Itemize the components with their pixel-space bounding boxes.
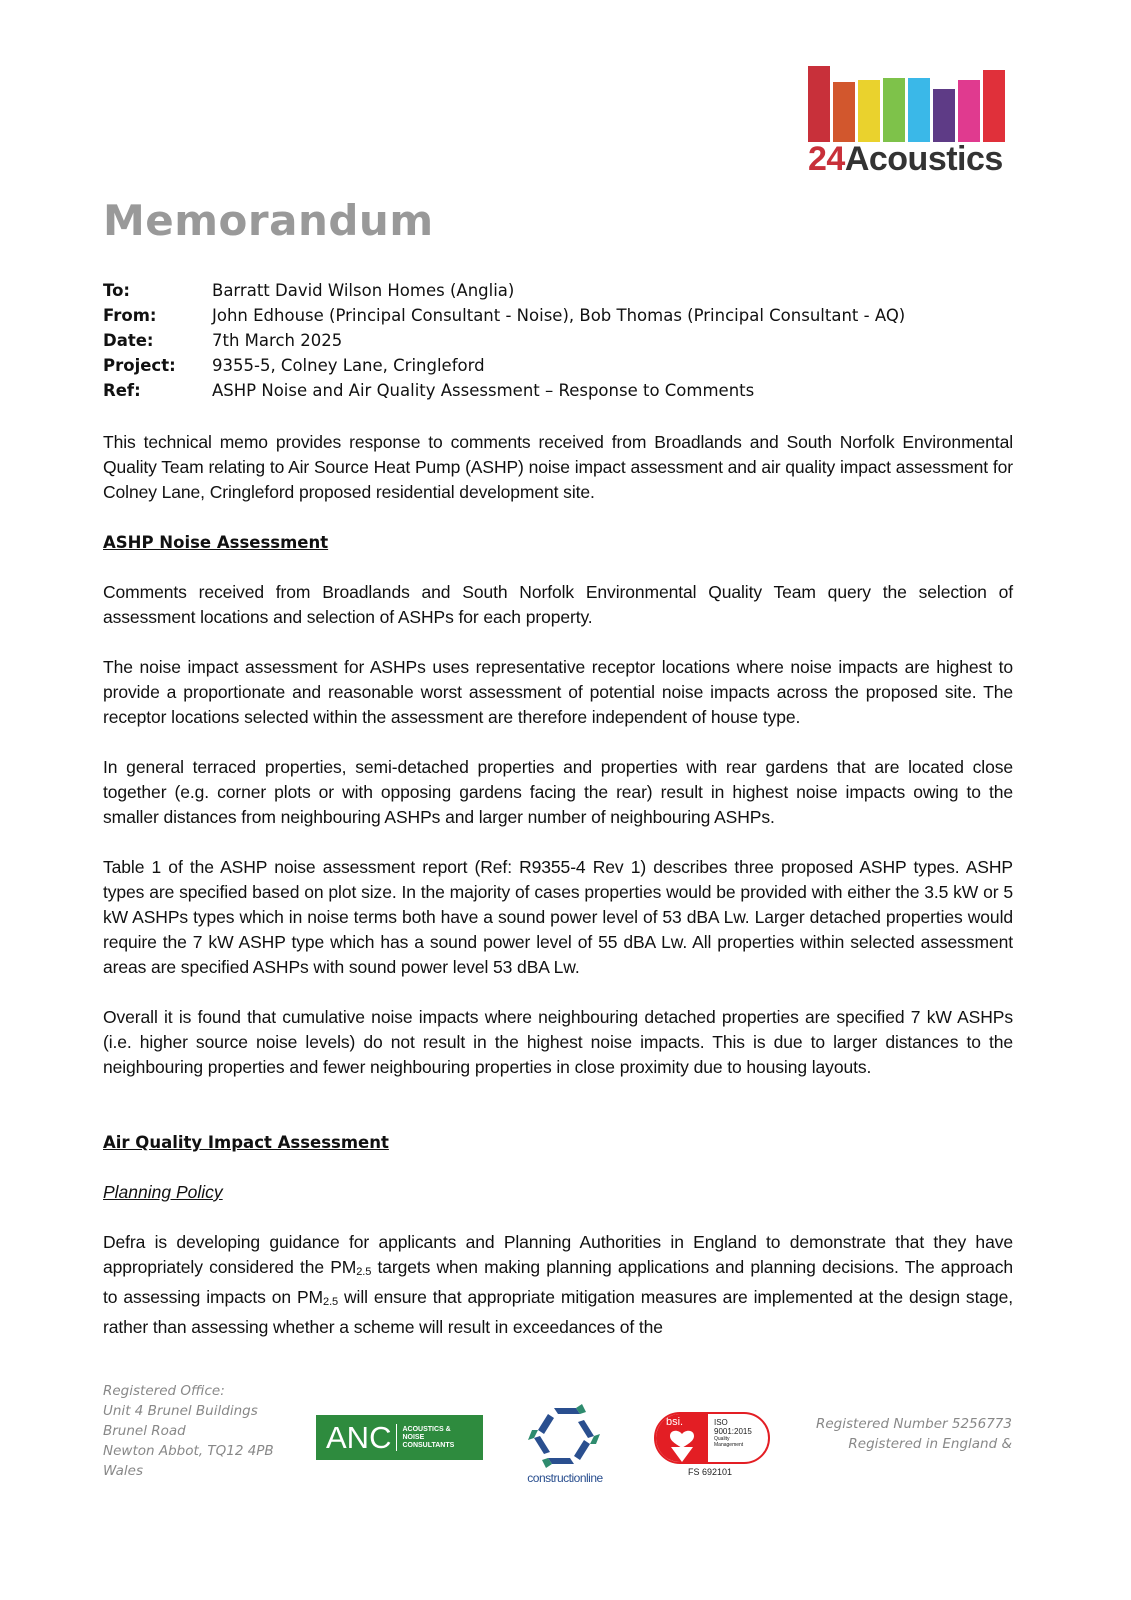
header-row-ref: Ref: ASHP Noise and Air Quality Assessment – Response to Comments <box>103 381 755 400</box>
logo-bar <box>808 66 830 142</box>
logo-wordmark: 24Acoustics <box>808 140 1003 178</box>
header-row-date: Date: 7th March 2025 <box>103 331 343 350</box>
logo-bar <box>908 78 930 142</box>
section-heading-noise: ASHP Noise Assessment <box>103 533 329 552</box>
registration-info: Registered Number 5256773 Registered in England & <box>815 1416 1012 1452</box>
logo-bar <box>833 82 855 142</box>
header-row-from: From: John Edhouse (Principal Consultant - Noise), Bob Thomas (Principal Consultant - AQ) <box>103 306 906 325</box>
memo-body <box>103 430 1013 1340</box>
logo-bar <box>858 80 880 142</box>
company-logo <box>808 66 1008 182</box>
logo-bar <box>883 78 905 142</box>
logo-bars <box>808 66 1008 142</box>
section-heading-air-quality: Air Quality Impact Assessment <box>103 1133 389 1152</box>
noise-paragraph: Comments received from Broadlands and South Norfolk Environmental Quality Team query the selection of assessment locations and selection of ASHPs for each property. <box>103 582 1013 627</box>
header-row-project: Project: 9355-5, Colney Lane, Cringleford <box>103 356 485 375</box>
page-title: Memorandum <box>103 196 434 245</box>
noise-paragraph: The noise impact assessment for ASHPs uses representative receptor locations where noise impacts are highest to provide a proportionate and reasonable worst assessment of potential noise impacts across the proposed site. The receptor locations selected within the assessment are therefore independent of house type. <box>103 657 1013 727</box>
registered-office: Registered Office: Unit 4 Brunel Buildings Brunel Road Newton Abbot, TQ12 4PB Wales <box>103 1383 274 1479</box>
noise-paragraph: Table 1 of the ASHP noise assessment report (Ref: R9355-4 Rev 1) describes three proposed ASHP types. ASHP types are specified based on plot size. In the majority of cases properties would be provided with either the 3.5 kW or 5 kW ASHPs types which in noise terms both have a sound power level of 53 dBA Lw. Larger detached properties would require the 7 kW ASHP type which has a sound power level of 55 dBA Lw. All properties within selected assessment areas are specified ASHPs with sound power level 53 dBA Lw. <box>103 857 1013 977</box>
anc-divider <box>396 1424 397 1451</box>
anc-logo: ANC ACOUSTICS & NOISE CONSULTANTS <box>316 1415 483 1460</box>
constructionline-hexagon-icon <box>520 1398 610 1470</box>
intro-paragraph: This technical memo provides response to comments received from Broadlands and South Norfolk Environmental Quality Team relating to Air Source Heat Pump (ASHP) noise impact assessment and air quality impact assessment for Colney Lane, Cringleford proposed residential development site. <box>103 432 1013 502</box>
logo-bar <box>958 80 980 142</box>
logo-bar <box>933 89 955 142</box>
logo-bar <box>983 70 1005 142</box>
noise-paragraph: Overall it is found that cumulative noise impacts where neighbouring detached properties are specified 7 kW ASHPs (i.e. higher source noise levels) do not result in the highest noise impacts. This is due to larger distances to the neighbouring properties and fewer neighbouring properties in close proximity due to housing layouts. <box>103 1007 1013 1077</box>
header-row-to: To: Barratt David Wilson Homes (Anglia) <box>103 281 515 300</box>
noise-paragraph: In general terraced properties, semi-detached properties and properties with rear gardens that are located close together (e.g. corner plots or with opposing gardens facing the rear) result in highest noise impacts owing to the smaller distances from neighbouring ASHPs and larger number of neighbouring ASHPs. <box>103 757 1013 827</box>
memo-header <box>103 278 905 403</box>
kitemark-heart-icon <box>656 1414 708 1464</box>
constructionline-logo: constructionline <box>520 1398 610 1488</box>
aq-paragraph: Defra is developing guidance for applicants and Planning Authorities in England to demonstrate that they have appropriately considered the $PM_{2.5}$ targets when making planning applications and planning decisions. The approach to assessing impacts on $PM_{2.5}$ will ensure that appropriate mitigation measures are implemented at the design stage, rather than assessing whether a scheme will result in exceedances of the <box>103 1232 1013 1337</box>
subheading-planning-policy: Planning Policy <box>103 1182 223 1202</box>
bsi-iso-certification-logo: bsi. ISO 9001:2015 Quality Management FS 692101 <box>654 1412 774 1482</box>
